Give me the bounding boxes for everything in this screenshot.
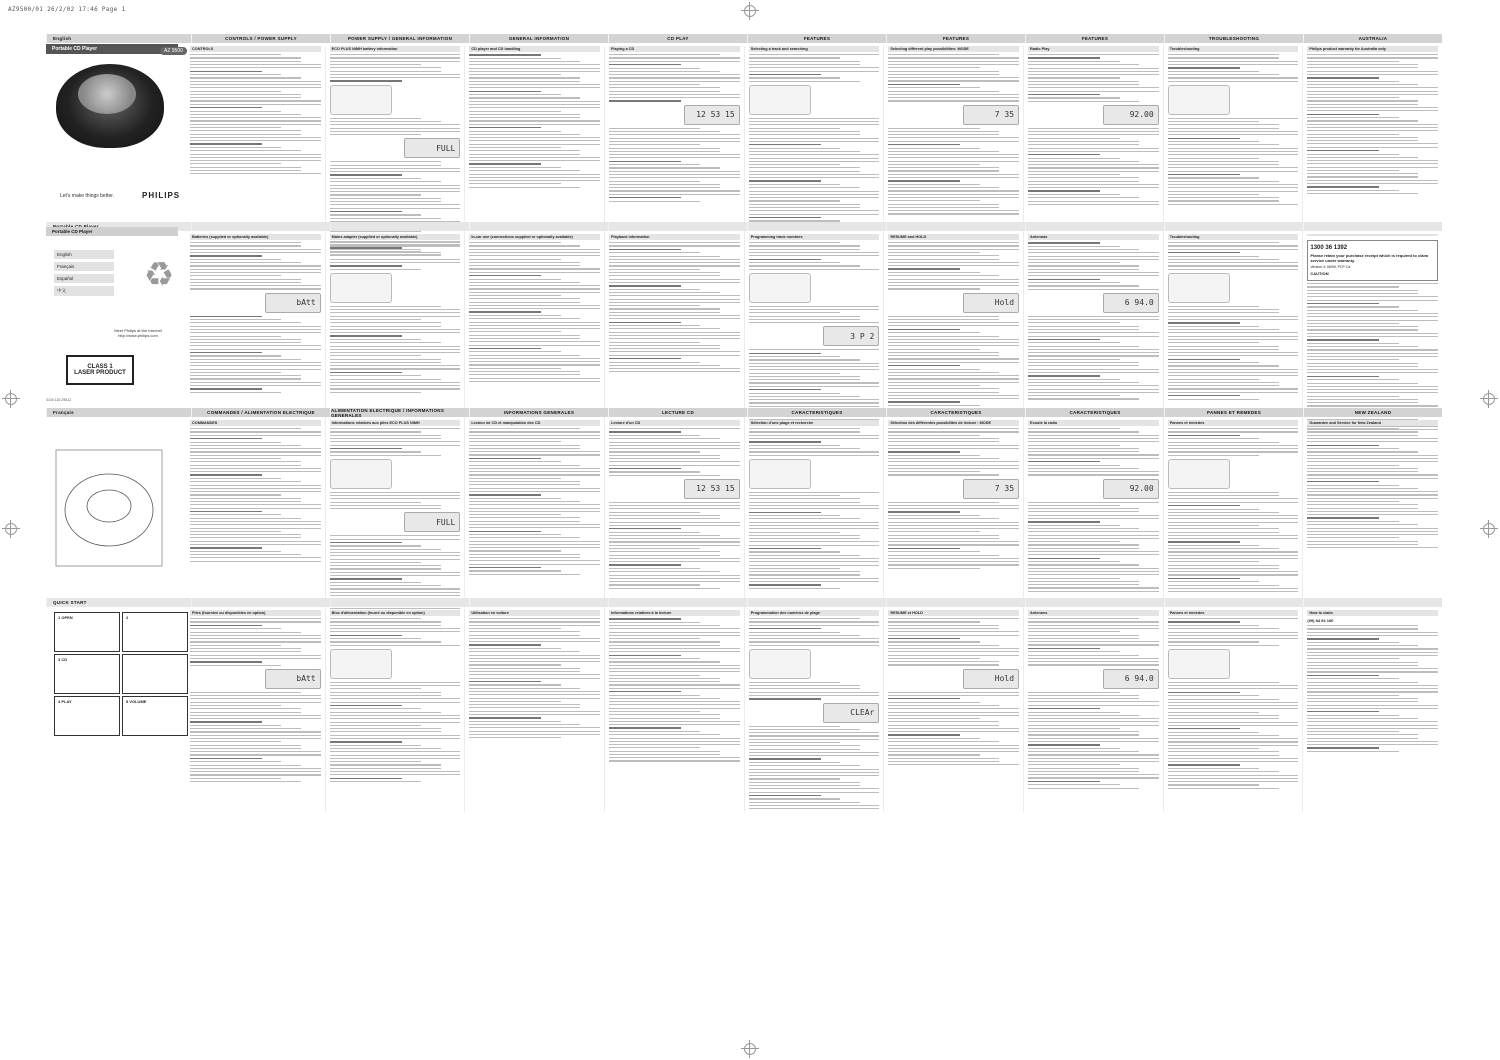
header-segment: COMMANDES / ALIMENTATION ELECTRIQUE bbox=[191, 408, 330, 417]
language-item[interactable]: 中文 bbox=[54, 286, 114, 296]
player-line-drawing bbox=[54, 448, 164, 568]
quick-step-cd bbox=[54, 654, 120, 694]
recycle-icon: ♻ bbox=[143, 256, 175, 294]
section-title: Selecting different play possibilities: MODE bbox=[888, 46, 1019, 52]
body-text bbox=[749, 242, 880, 420]
text-column bbox=[1163, 420, 1303, 611]
header-segment: GENERAL INFORMATION bbox=[469, 34, 608, 43]
text-column bbox=[186, 610, 325, 812]
body-text bbox=[330, 428, 461, 609]
header-segment: English bbox=[46, 34, 191, 43]
receipt-note: Please retain your purchase receipt which is required to claim service under warranty. bbox=[1310, 253, 1429, 263]
illustration bbox=[330, 273, 392, 303]
body-text bbox=[609, 428, 740, 589]
text-column bbox=[1302, 420, 1442, 611]
section-title: Ecoute la radio bbox=[1028, 420, 1159, 426]
band-bottom bbox=[46, 598, 1442, 788]
header-segment: CARACTERISTIQUES bbox=[1025, 408, 1164, 417]
body-text bbox=[609, 242, 740, 372]
section-title: CD player and CD handling bbox=[469, 46, 600, 52]
section-title: Antennas bbox=[1028, 234, 1159, 240]
section-title: Lecture d'un CD bbox=[609, 420, 740, 426]
header-segment: FEATURES bbox=[886, 34, 1025, 43]
illustration bbox=[749, 649, 811, 679]
text-column bbox=[604, 420, 744, 611]
warranty-phone: 1300 36 1392 bbox=[1310, 245, 1348, 251]
nz-phone: (09) 84 94 160 bbox=[1307, 618, 1334, 623]
illustration bbox=[749, 85, 811, 115]
header-segment: AUSTRALIA bbox=[1303, 34, 1442, 43]
text-column bbox=[1023, 234, 1163, 432]
body-text bbox=[749, 54, 880, 234]
quick-step-volume bbox=[122, 696, 188, 736]
header-segment: LECTURE CD bbox=[608, 408, 747, 417]
body-text bbox=[1028, 54, 1159, 205]
section-title: Mains adapter (supplied or optionally available) bbox=[330, 234, 461, 240]
section-title: Pannes et remèdes bbox=[1168, 420, 1299, 426]
language-item[interactable]: Français bbox=[54, 262, 114, 271]
lcd-display: 92.00 bbox=[1103, 479, 1159, 499]
section-title: Programming track numbers bbox=[749, 234, 880, 240]
registration-mark bbox=[1480, 390, 1498, 408]
section-title: COMMANDES bbox=[190, 420, 321, 426]
text-column bbox=[744, 234, 884, 432]
body-text bbox=[469, 242, 600, 382]
lcd-display: 3 P 2 bbox=[823, 326, 879, 346]
section-title: CONTROLS bbox=[190, 46, 321, 52]
class1-line2: LASER PRODUCT bbox=[74, 370, 126, 376]
header-segment: QUICK START bbox=[46, 598, 191, 607]
section-title: In-car use (connections supplied or optionally available) bbox=[469, 234, 600, 240]
quick-step-label: 5 VOLUME bbox=[126, 699, 147, 704]
registration-mark bbox=[741, 2, 759, 20]
section-title: Sélection d'une plage et recherche bbox=[749, 420, 880, 426]
body-text bbox=[1168, 618, 1299, 789]
body-text bbox=[1168, 242, 1299, 400]
text-column bbox=[186, 234, 325, 432]
lcd-display: 7 35 bbox=[963, 105, 1019, 125]
header-segment: CD PLAY bbox=[608, 34, 747, 43]
cd-player-image bbox=[56, 64, 164, 148]
lcd-display: bAtt bbox=[265, 669, 321, 689]
text-column bbox=[604, 234, 744, 432]
section-title: Sélection des différentes possibilités de lecture : MODE bbox=[888, 420, 1019, 426]
body-text bbox=[1028, 242, 1159, 399]
quick-step-label: 3 CD bbox=[58, 657, 68, 662]
body-text bbox=[469, 618, 600, 738]
illustration bbox=[330, 85, 392, 115]
header-segment: NEW ZEALAND bbox=[1303, 408, 1442, 417]
body-text bbox=[888, 428, 1019, 569]
body-text bbox=[330, 242, 461, 393]
caution-label: CAUTION bbox=[1310, 271, 1329, 276]
text-column bbox=[883, 420, 1023, 611]
meet-philips bbox=[78, 328, 198, 338]
text-column bbox=[883, 234, 1023, 432]
header-segment: TROUBLESHOOTING bbox=[1164, 34, 1303, 43]
band-top-header bbox=[46, 34, 1442, 43]
lcd-display: 12 53 15 bbox=[684, 479, 740, 499]
body-text bbox=[888, 618, 1019, 765]
section-title: Radio Play bbox=[1028, 46, 1159, 52]
section-title: Bloc d'alimentation (fourni ou disponible en option) bbox=[330, 610, 461, 616]
header-segment: FEATURES bbox=[1025, 34, 1164, 43]
section-title: Playback information bbox=[609, 234, 740, 240]
lcd-display: 12 53 15 bbox=[684, 105, 740, 125]
body-text bbox=[190, 54, 321, 174]
header-segment: CARACTERISTIQUES bbox=[886, 408, 1025, 417]
text-column bbox=[1023, 420, 1163, 611]
section-title: Informations relatives aux piles ECO PLUS NiMH bbox=[330, 420, 461, 426]
header-segment: FEATURES bbox=[747, 34, 886, 43]
body-text bbox=[1307, 428, 1438, 548]
body-text bbox=[190, 242, 321, 393]
illustration bbox=[1168, 85, 1230, 115]
body-text bbox=[1307, 625, 1438, 752]
section-title: Batteries (supplied or optionally available) bbox=[190, 234, 321, 240]
lcd-display: 6 94.0 bbox=[1103, 669, 1159, 689]
slogan: Let's make things better. bbox=[60, 193, 115, 199]
quick-step-label: 4 PLAY bbox=[58, 699, 72, 704]
lcd-display: FULL bbox=[404, 138, 460, 158]
header-segment: POWER SUPPLY / GENERAL INFORMATION bbox=[330, 34, 469, 43]
body-text bbox=[749, 618, 880, 809]
band-fr-header bbox=[46, 408, 1442, 417]
version-text: Version 4: 06/99, PCP-Oz bbox=[1310, 265, 1351, 269]
quick-step-blank bbox=[122, 654, 188, 694]
registration-mark bbox=[2, 390, 20, 408]
body-text bbox=[1168, 54, 1299, 205]
quick-step-label: 1 OPEN bbox=[58, 615, 73, 620]
section-title: Troubleshooting bbox=[1168, 46, 1299, 52]
lcd-display: 6 94.0 bbox=[1103, 293, 1159, 313]
band-bottom-header bbox=[46, 598, 1442, 607]
band-mid bbox=[46, 222, 1442, 400]
header-segment: ALIMENTATION ELECTRIQUE / INFORMATIONS GENERALES bbox=[330, 408, 469, 417]
text-column bbox=[1302, 610, 1442, 812]
illustration bbox=[1168, 649, 1230, 679]
lcd-display: Hold bbox=[963, 669, 1019, 689]
body-text bbox=[1028, 428, 1159, 592]
band-fr bbox=[46, 408, 1442, 588]
band-top bbox=[46, 34, 1442, 224]
body-text bbox=[330, 618, 461, 782]
lcd-display: 7 35 bbox=[963, 479, 1019, 499]
body-text bbox=[888, 242, 1019, 409]
warranty-box bbox=[1307, 240, 1438, 281]
body-text bbox=[469, 54, 600, 188]
illustration bbox=[749, 459, 811, 489]
lcd-display: 92.00 bbox=[1103, 105, 1159, 125]
header-segment: Français bbox=[46, 408, 191, 417]
section-title: ECO PLUS NiMH battery information bbox=[330, 46, 461, 52]
registration-mark bbox=[1480, 520, 1498, 538]
lcd-display: CLEAr bbox=[823, 703, 879, 723]
text-column bbox=[1302, 234, 1442, 432]
text-column bbox=[1163, 234, 1303, 432]
section-title: Selecting a track and searching bbox=[749, 46, 880, 52]
print-mark: AZ9500/01 26/2/02 17:46 Page 1 bbox=[8, 6, 126, 13]
body-text bbox=[469, 428, 600, 575]
header-segment: INFORMATIONS GENERALES bbox=[469, 408, 608, 417]
text-column bbox=[464, 610, 604, 812]
text-column bbox=[1023, 610, 1163, 812]
body-text bbox=[1307, 54, 1438, 194]
registration-mark bbox=[2, 520, 20, 538]
quick-step-open bbox=[54, 612, 120, 652]
text-column bbox=[744, 420, 884, 611]
section-title: Playing a CD bbox=[609, 46, 740, 52]
body-text bbox=[609, 618, 740, 761]
section-title: How to claim bbox=[1307, 610, 1438, 616]
header-segment: CONTROLS / POWER SUPPLY bbox=[191, 34, 330, 43]
section-title: Utilisation en voiture bbox=[469, 610, 600, 616]
illustration bbox=[1168, 459, 1230, 489]
lcd-display: Hold bbox=[963, 293, 1019, 313]
illustration bbox=[1168, 273, 1230, 303]
text-column bbox=[464, 420, 604, 611]
text-column bbox=[883, 610, 1023, 812]
quick-step-2 bbox=[122, 612, 188, 652]
body-text bbox=[1028, 618, 1159, 788]
text-column bbox=[325, 234, 465, 432]
illustration bbox=[330, 459, 392, 489]
registration-mark bbox=[741, 1040, 759, 1058]
meet-philips-text: Meet Philips at the Internet bbox=[114, 328, 162, 333]
quick-step-label: 2 bbox=[126, 615, 129, 620]
text-column bbox=[604, 610, 744, 812]
cover-product-title-2: Portable CD Player bbox=[46, 227, 178, 236]
brand-logo: PHILIPS bbox=[142, 191, 181, 200]
band-mid-header bbox=[46, 222, 1442, 231]
section-title bbox=[1307, 234, 1438, 236]
language-item[interactable]: English bbox=[54, 250, 114, 259]
body-text bbox=[190, 618, 321, 782]
body-text bbox=[609, 54, 740, 202]
header-segment: CARACTERISTIQUES bbox=[747, 408, 886, 417]
class1-line1: CLASS 1 bbox=[87, 364, 113, 370]
cover-product-title: Portable CD Player bbox=[46, 44, 178, 54]
body-text bbox=[190, 428, 321, 562]
section-title: Lecteur de CD et manipulation des CD bbox=[469, 420, 600, 426]
illustration bbox=[330, 649, 392, 679]
text-column bbox=[464, 234, 604, 432]
section-title: Antennes bbox=[1028, 610, 1159, 616]
text-column bbox=[186, 420, 325, 611]
body-text bbox=[888, 54, 1019, 214]
illustration bbox=[749, 273, 811, 303]
part-number: 3140 115 29512 bbox=[46, 398, 72, 402]
header-segment: PANNES ET REMEDES bbox=[1164, 408, 1303, 417]
text-column bbox=[325, 610, 465, 812]
text-column bbox=[1163, 610, 1303, 812]
lcd-display: FULL bbox=[404, 512, 460, 532]
section-title: Informations relatives à la lecture bbox=[609, 610, 740, 616]
text-column bbox=[744, 610, 884, 812]
section-title: Guarantee and Service for New Zealand bbox=[1307, 420, 1438, 426]
section-title: Troubleshooting bbox=[1168, 234, 1299, 240]
section-title: RESUME and HOLD bbox=[888, 234, 1019, 240]
band-mid-columns bbox=[186, 234, 1442, 432]
body-text bbox=[749, 428, 880, 589]
band-fr-columns bbox=[186, 420, 1442, 611]
class1-laser-label bbox=[66, 355, 134, 385]
section-title: Piles (fournies ou disponibles en option) bbox=[190, 610, 321, 616]
model-badge: AZ 9500 bbox=[160, 47, 187, 55]
philips-url[interactable]: http://www.philips.com bbox=[118, 333, 158, 338]
section-title: Pannes et remèdes bbox=[1168, 610, 1299, 616]
band-bottom-columns bbox=[186, 610, 1442, 812]
lcd-display: bAtt bbox=[265, 293, 321, 313]
text-column bbox=[325, 420, 465, 611]
language-list bbox=[54, 250, 114, 299]
language-item[interactable]: Español bbox=[54, 274, 114, 283]
section-title: RESUME et HOLD bbox=[888, 610, 1019, 616]
section-title: Philips product warranty for Australia only bbox=[1307, 46, 1438, 52]
quick-step-play bbox=[54, 696, 120, 736]
section-title: Programmation des numéros de plage bbox=[749, 610, 880, 616]
body-text bbox=[1168, 428, 1299, 592]
